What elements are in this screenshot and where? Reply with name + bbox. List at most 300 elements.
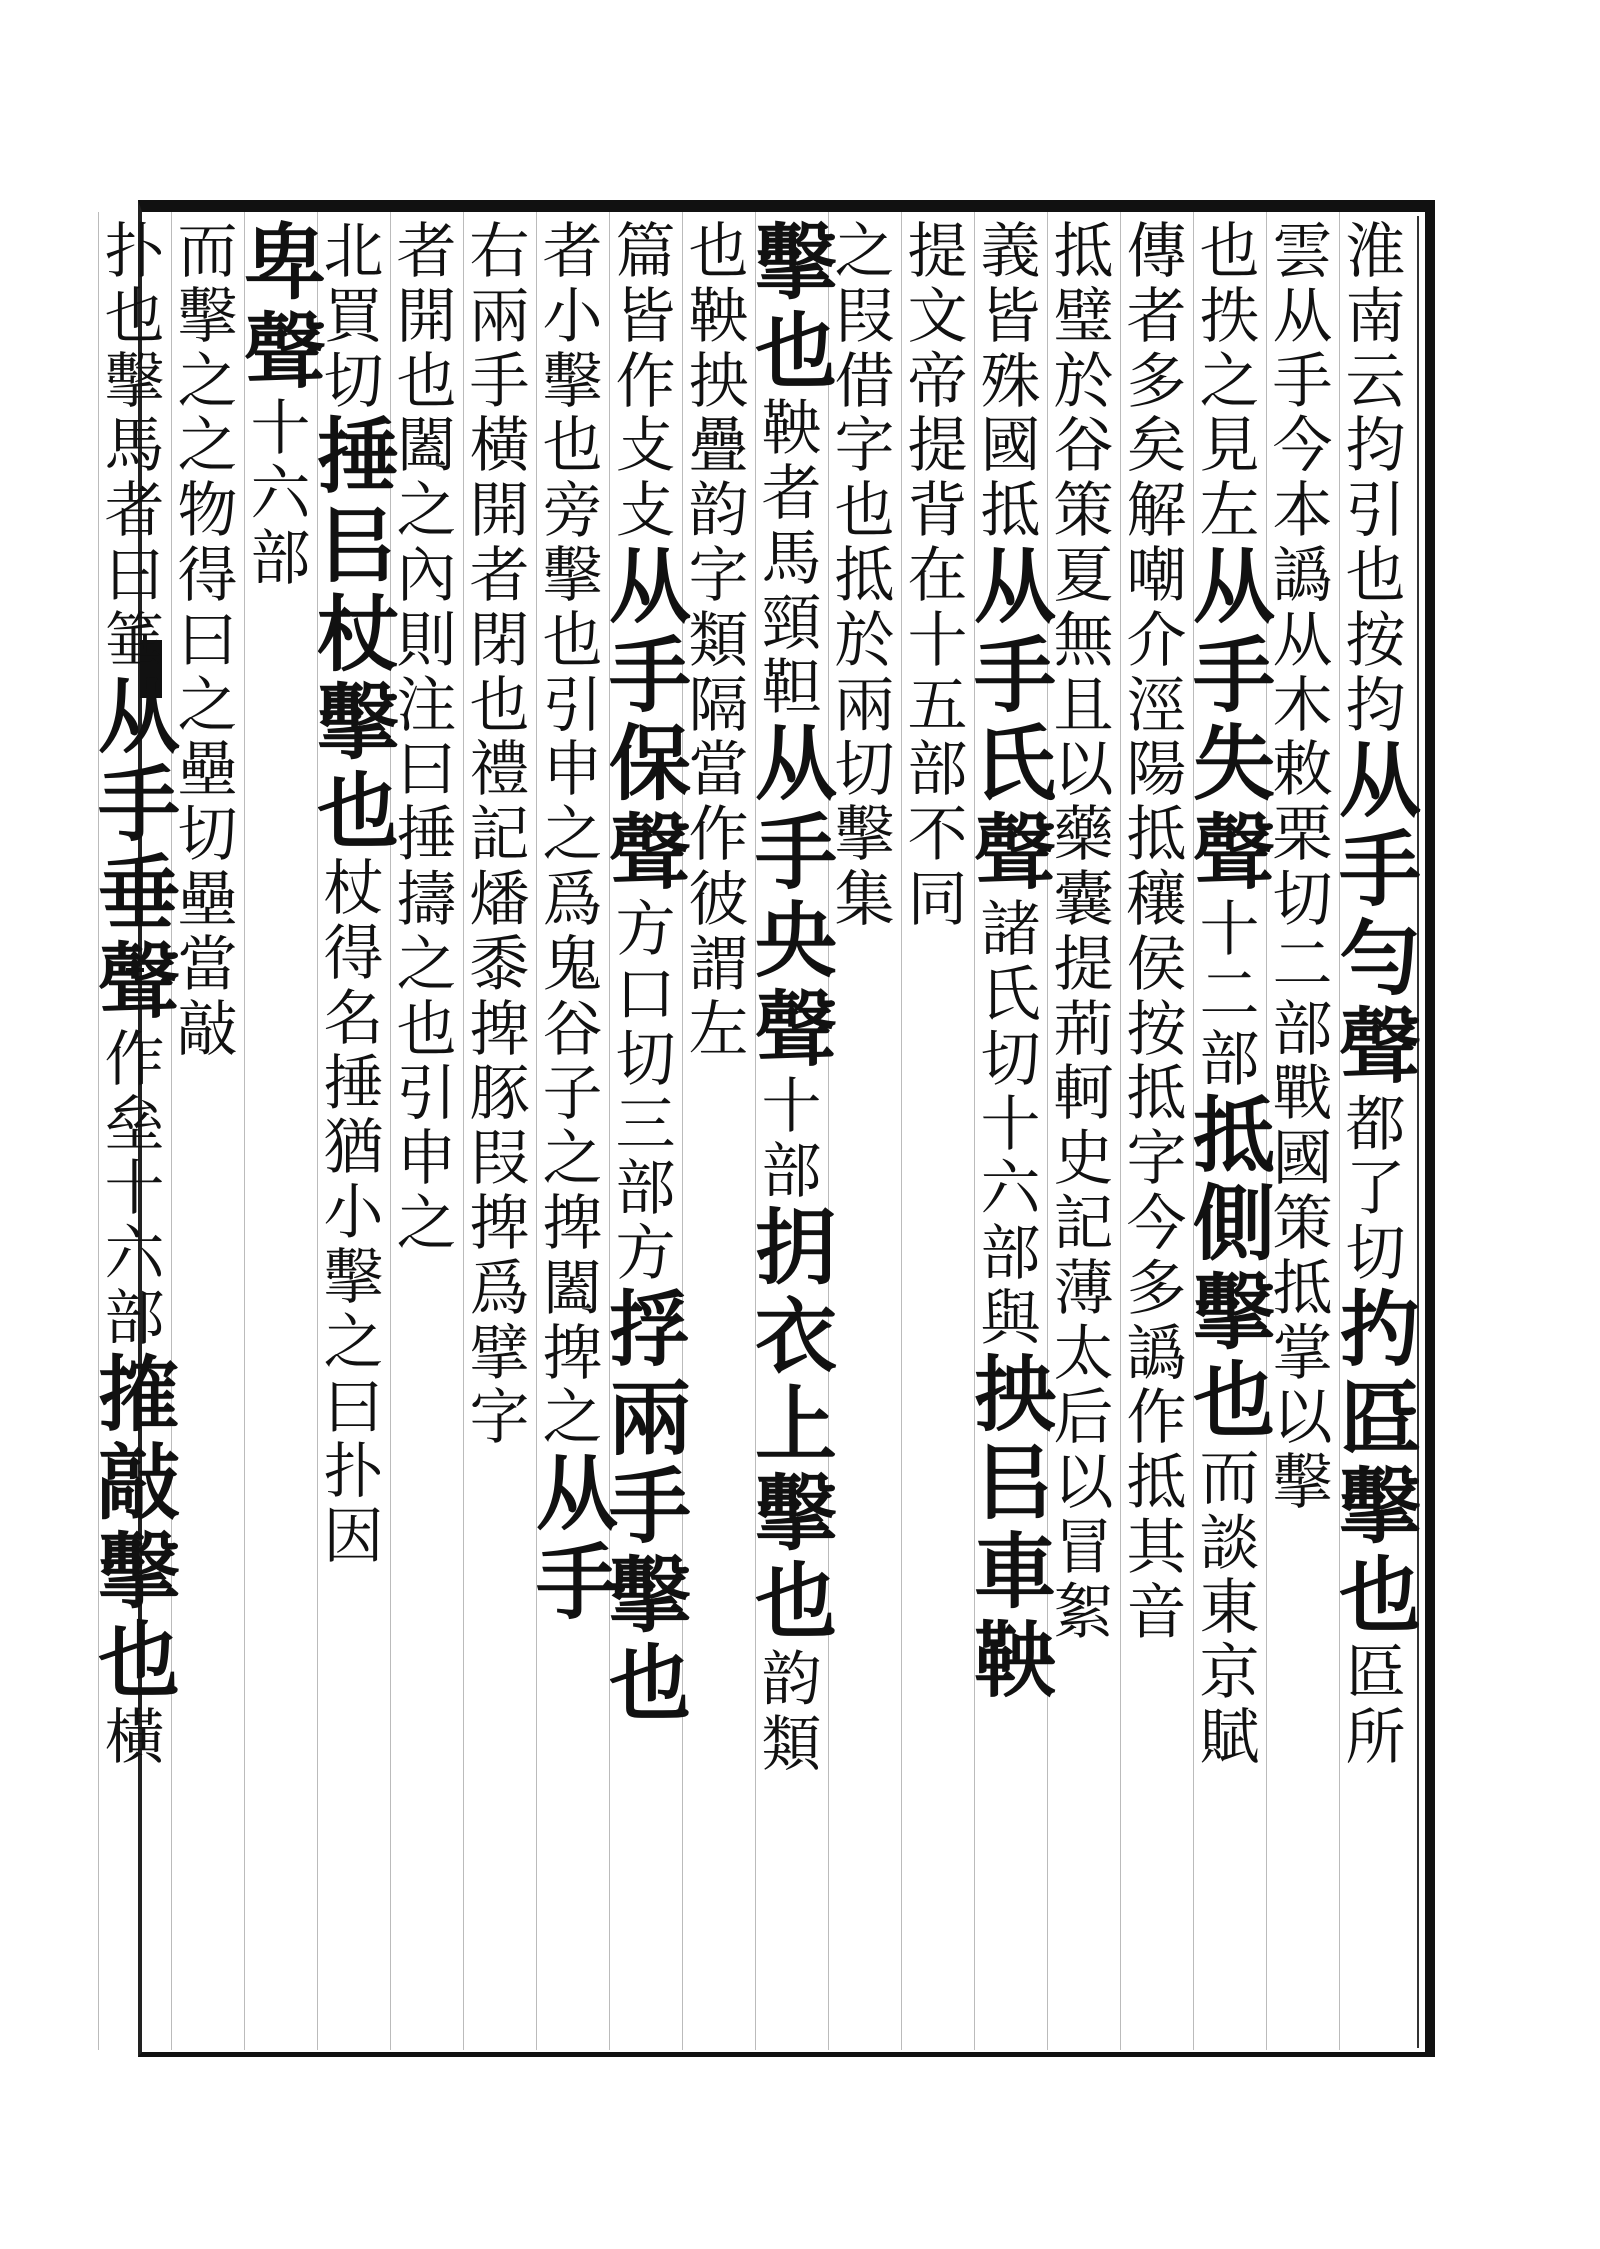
headword-char: 衣 [755, 1288, 838, 1385]
commentary-char: 類 [761, 1709, 822, 1780]
text-column [755, 215, 838, 2040]
commentary-char: 國 [1272, 1124, 1333, 1195]
commentary-char: 矣 [1126, 411, 1187, 482]
commentary-char: 擘 [469, 1318, 530, 1389]
commentary-char: 解 [1126, 476, 1187, 547]
commentary-char: 抣 [1345, 670, 1406, 741]
headword-char: 卑 [244, 215, 327, 311]
commentary-char: 則 [396, 605, 457, 676]
commentary-char: 部 [250, 523, 311, 594]
commentary-char: 彼 [688, 865, 749, 935]
headword-char: 手 [536, 1534, 619, 1631]
commentary-char: 豚 [469, 1059, 530, 1130]
headword-char: 手 [755, 804, 838, 901]
commentary-char: 之 [396, 929, 457, 1000]
headword-char: 抈 [755, 1199, 838, 1296]
headword-char: 車 [974, 1523, 1057, 1620]
commentary-char: 音 [1126, 1577, 1187, 1648]
commentary-char: 切 [1272, 865, 1333, 935]
headword-char: 聲 [755, 981, 838, 1078]
text-column [244, 215, 327, 2040]
commentary-char: 字 [688, 541, 749, 611]
commentary-char: 部 [104, 1284, 165, 1355]
commentary-char: 韵 [761, 1644, 822, 1715]
commentary-char: 嘲 [1126, 541, 1187, 611]
headword-char: 手 [1339, 821, 1422, 918]
commentary-char: 也 [542, 605, 603, 676]
commentary-char: 而 [177, 217, 238, 287]
commentary-char: 曰 [104, 541, 165, 611]
commentary-char: 子 [542, 1059, 603, 1130]
commentary-char: 十 [104, 1154, 165, 1225]
headword-char: 㠯 [317, 497, 400, 594]
text-column [1193, 217, 1276, 2040]
commentary-char: 囊 [1053, 865, 1114, 935]
commentary-char: 抶 [1199, 281, 1260, 352]
commentary-char: 得 [177, 541, 238, 611]
commentary-char: 左 [1199, 476, 1260, 547]
headword-char: 从 [98, 668, 181, 765]
headword-char: 擊 [755, 215, 838, 311]
commentary-char: 賦 [1199, 1703, 1260, 1774]
commentary-char: 捭 [542, 1189, 603, 1259]
commentary-char: 集 [834, 865, 895, 935]
headword-char: 聲 [974, 804, 1057, 901]
headword-char: 失 [1193, 716, 1276, 813]
text-column [1339, 217, 1422, 2040]
headword-char: 擊 [755, 1465, 838, 1562]
commentary-char: 从 [1272, 281, 1333, 352]
commentary-char: 部 [1272, 994, 1333, 1065]
headword-char: 兩 [609, 1370, 692, 1467]
commentary-char: 疊 [688, 411, 749, 482]
commentary-char: 引 [1345, 476, 1406, 547]
commentary-char: 與 [980, 1284, 1041, 1355]
commentary-char: 抵 [1053, 217, 1114, 287]
commentary-char: 也 [469, 670, 530, 741]
commentary-char: 壘 [177, 735, 238, 806]
commentary-char: 璧 [1053, 281, 1114, 352]
commentary-char: 六 [250, 458, 311, 529]
commentary-char: 太 [1053, 1318, 1114, 1389]
commentary-char: 黍 [469, 929, 530, 1000]
commentary-char: 三 [615, 1089, 676, 1160]
column-rule [1047, 212, 1048, 2050]
headword-char: 上 [755, 1377, 838, 1474]
commentary-char: 背 [907, 476, 968, 547]
column-rule [1339, 212, 1340, 2050]
commentary-char: 之 [396, 1189, 457, 1259]
headword-char: 垂 [98, 845, 181, 942]
commentary-char: 抣 [1345, 411, 1406, 482]
commentary-char: 谷 [1053, 411, 1114, 482]
commentary-char: 猶 [323, 1113, 384, 1184]
commentary-char: 切 [615, 1024, 676, 1095]
commentary-char: 小 [323, 1178, 384, 1249]
commentary-char: 抰 [688, 346, 749, 417]
commentary-char: 壘 [177, 865, 238, 935]
commentary-char: 也 [1199, 217, 1260, 287]
headword-char: 也 [755, 1554, 838, 1651]
commentary-char: 闔 [542, 1253, 603, 1324]
commentary-char: 也 [1345, 541, 1406, 611]
commentary-char: 手 [469, 346, 530, 417]
commentary-char: 擊 [542, 346, 603, 417]
commentary-char: 內 [396, 541, 457, 611]
column-rule [317, 212, 318, 2050]
headword-char: 聲 [609, 804, 692, 901]
commentary-char: 氏 [980, 960, 1041, 1031]
commentary-char: 今 [1126, 1189, 1187, 1259]
commentary-char: 口 [615, 960, 676, 1031]
commentary-char: 六 [980, 1154, 1041, 1225]
commentary-char: 買 [323, 281, 384, 352]
text-column [1047, 217, 1120, 2040]
headword-char: 从 [536, 1446, 619, 1543]
commentary-char: 之 [177, 411, 238, 482]
commentary-char: 敕 [1272, 735, 1333, 806]
commentary-char: 談 [1199, 1508, 1260, 1579]
commentary-char: 闔 [396, 411, 457, 482]
commentary-char: 冒 [1053, 1513, 1114, 1583]
commentary-char: 提 [907, 411, 968, 482]
commentary-char: 木 [1272, 670, 1333, 741]
headword-char: 从 [609, 539, 692, 635]
headword-char: 擊 [609, 1547, 692, 1644]
commentary-char: 策 [1053, 476, 1114, 547]
commentary-char: 之 [396, 476, 457, 547]
commentary-char: 六 [104, 1219, 165, 1290]
commentary-char: 按 [1345, 605, 1406, 676]
commentary-char: 本 [1272, 476, 1333, 547]
commentary-char: 擊 [834, 800, 895, 871]
text-column [609, 217, 692, 2040]
commentary-char: 戰 [1272, 1059, 1333, 1130]
commentary-char: 方 [615, 895, 676, 966]
headword-char: 也 [98, 1612, 181, 1709]
commentary-char: 也 [104, 281, 165, 352]
commentary-char: 十 [980, 1089, 1041, 1160]
commentary-char: 扑 [323, 1437, 384, 1508]
headword-char: 也 [1339, 1547, 1422, 1644]
commentary-char: 都 [1345, 1089, 1406, 1160]
column-rule [974, 212, 975, 2050]
text-column [974, 217, 1057, 2040]
commentary-char: 扑 [104, 217, 165, 287]
commentary-char: 引 [396, 1059, 457, 1130]
commentary-char: 策 [1272, 1189, 1333, 1259]
headword-char: 抰 [974, 1346, 1057, 1443]
text-column [463, 217, 536, 2040]
headword-char: 从 [1339, 733, 1422, 830]
column-rule [901, 212, 902, 2050]
column-rule [536, 212, 537, 2050]
commentary-char: 十 [761, 1072, 822, 1143]
commentary-char: 得 [323, 919, 384, 989]
commentary-char: 篇 [615, 217, 676, 287]
commentary-char: 譌 [1126, 1318, 1187, 1389]
commentary-char: 旁 [542, 476, 603, 547]
headword-char: 从 [1193, 539, 1276, 635]
commentary-char: 之 [177, 670, 238, 741]
commentary-char: 傳 [1126, 217, 1187, 287]
commentary-char: 切 [1345, 1219, 1406, 1290]
commentary-char: 申 [396, 1124, 457, 1195]
commentary-char: 借 [834, 346, 895, 417]
commentary-char: 作 [104, 1024, 165, 1095]
commentary-char: 抵 [1126, 800, 1187, 871]
commentary-char: 之 [834, 217, 895, 287]
commentary-char: 兩 [469, 281, 530, 352]
commentary-char: 鞅 [688, 281, 749, 352]
commentary-char: 擊 [104, 346, 165, 417]
commentary-char: 切 [177, 800, 238, 871]
commentary-char: 作 [615, 346, 676, 417]
commentary-char: 以 [1053, 735, 1114, 806]
headword-char: 勻 [1339, 910, 1422, 1007]
commentary-char: 了 [1345, 1154, 1406, 1225]
commentary-char: 帝 [907, 346, 968, 417]
commentary-char: 字 [1126, 1124, 1187, 1195]
commentary-char: 方 [615, 1219, 676, 1290]
commentary-char: 京 [1199, 1638, 1260, 1709]
headword-char: 氏 [974, 716, 1057, 813]
commentary-char: 抵 [1272, 1253, 1333, 1324]
commentary-char: 切 [323, 346, 384, 417]
commentary-char: 注 [396, 670, 457, 741]
column-rule [98, 212, 99, 2050]
headword-char: 敲 [98, 1435, 181, 1532]
commentary-char: 提 [1053, 929, 1114, 1000]
commentary-char: 部 [907, 735, 968, 806]
headword-char: 聲 [1339, 999, 1422, 1096]
commentary-char: 擊 [542, 541, 603, 611]
headword-char: 抵 [1193, 1087, 1276, 1184]
commentary-char: 掌 [1272, 1318, 1333, 1389]
commentary-char: 同 [907, 865, 968, 935]
commentary-char: 部 [1199, 1024, 1260, 1095]
text-column [390, 217, 463, 2040]
commentary-char: 部 [761, 1137, 822, 1208]
headword-char: 央 [755, 893, 838, 990]
commentary-char: 見 [1199, 411, 1260, 482]
column-rule [755, 212, 756, 2050]
text-column [536, 217, 619, 2040]
commentary-char: 爲 [469, 1253, 530, 1324]
headword-char: 也 [609, 1636, 692, 1733]
commentary-char: 鬼 [542, 929, 603, 1000]
commentary-char: 者 [104, 476, 165, 547]
commentary-char: 抵 [834, 541, 895, 611]
commentary-char: 無 [1053, 605, 1114, 676]
text-column [1266, 217, 1339, 2040]
commentary-char: 曰 [177, 605, 238, 676]
commentary-char: 穰 [1126, 865, 1187, 935]
headword-char: 从 [755, 716, 838, 813]
commentary-char: 垒 [104, 1089, 165, 1160]
commentary-char: 擊 [177, 281, 238, 352]
commentary-char: 雲 [1272, 217, 1333, 287]
commentary-char: 十 [250, 394, 311, 465]
commentary-char: 也 [396, 994, 457, 1065]
commentary-char: 攴 [615, 411, 676, 482]
commentary-char: 侯 [1126, 929, 1187, 1000]
commentary-char: 記 [469, 800, 530, 871]
commentary-char: 作 [688, 800, 749, 871]
commentary-char: 東 [1199, 1573, 1260, 1644]
commentary-char: 杖 [323, 854, 384, 925]
commentary-char: 馬 [761, 523, 822, 594]
commentary-char: 字 [469, 1383, 530, 1454]
commentary-char: 義 [980, 217, 1041, 287]
column-rule [171, 212, 172, 2050]
commentary-char: 介 [1126, 605, 1187, 676]
commentary-char: 當 [177, 929, 238, 1000]
commentary-char: 二 [1199, 960, 1260, 1031]
commentary-char: 攴 [615, 476, 676, 547]
commentary-char: 殊 [980, 346, 1041, 417]
headword-char: 側 [1193, 1176, 1276, 1273]
commentary-char: 之 [323, 1307, 384, 1378]
text-column [171, 217, 244, 2040]
column-rule [828, 212, 829, 2050]
commentary-char: 類 [688, 605, 749, 676]
commentary-char: 橫 [104, 1703, 165, 1774]
column-rule [244, 212, 245, 2050]
headword-char: 聲 [244, 303, 327, 400]
commentary-char: 提 [907, 217, 968, 287]
commentary-char: 諸 [980, 895, 1041, 966]
column-rule [463, 212, 464, 2050]
commentary-char: 軻 [1053, 1059, 1114, 1130]
column-rule [1120, 212, 1121, 2050]
commentary-char: 擊 [323, 1243, 384, 1313]
headword-char: 手 [609, 627, 692, 724]
text-column [1120, 217, 1193, 2040]
commentary-char: 之 [542, 1124, 603, 1195]
headword-char: 手 [98, 757, 181, 854]
headword-char: 也 [317, 763, 400, 860]
commentary-char: 以 [1053, 1448, 1114, 1519]
commentary-char: 敲 [177, 994, 238, 1065]
column-rule [682, 212, 683, 2050]
commentary-char: 切 [834, 735, 895, 806]
commentary-char: 韵 [688, 476, 749, 547]
headword-char: 杖 [317, 586, 400, 683]
commentary-char: 多 [1126, 346, 1187, 417]
headword-char: 扚 [1339, 1282, 1422, 1379]
headword-char: 㠯 [974, 1435, 1057, 1532]
commentary-char: 絮 [1053, 1577, 1114, 1648]
commentary-char: 捶 [396, 800, 457, 871]
commentary-char: 當 [688, 735, 749, 806]
headword-char: 手 [974, 627, 1057, 724]
commentary-char: 因 [323, 1502, 384, 1573]
text-column [98, 217, 181, 2040]
commentary-char: 以 [1272, 1383, 1333, 1454]
commentary-char: 者 [761, 458, 822, 529]
commentary-char: 涇 [1126, 670, 1187, 741]
headword-char: 擊 [1193, 1264, 1276, 1361]
commentary-char: 之 [177, 346, 238, 417]
commentary-char: 物 [177, 476, 238, 547]
commentary-char: 開 [396, 281, 457, 352]
commentary-char: 薄 [1053, 1253, 1114, 1324]
commentary-char: 叚 [834, 281, 895, 352]
headword-char: 㔯 [1339, 1370, 1422, 1467]
commentary-char: 申 [542, 735, 603, 806]
commentary-char: 之 [542, 1383, 603, 1454]
commentary-char: 馬 [104, 411, 165, 482]
commentary-char: 藥 [1053, 800, 1114, 871]
commentary-char: 者 [469, 541, 530, 611]
commentary-char: 抵 [1126, 1059, 1187, 1130]
commentary-char: 荊 [1053, 994, 1114, 1065]
commentary-char: 北 [323, 217, 384, 287]
commentary-char: 切 [980, 1024, 1041, 1095]
commentary-char: 也 [688, 217, 749, 287]
commentary-char: 多 [1126, 1253, 1187, 1324]
commentary-char: 皆 [615, 281, 676, 352]
commentary-char: 兩 [834, 670, 895, 741]
commentary-char: 从 [1272, 605, 1333, 676]
commentary-char: 后 [1053, 1383, 1114, 1454]
commentary-char: 者 [396, 217, 457, 287]
text-column [682, 217, 755, 2040]
headword-char: 聲 [1193, 804, 1276, 901]
headword-char: 搉 [98, 1346, 181, 1443]
commentary-char: 禮 [469, 735, 530, 806]
commentary-char: 捶 [323, 1048, 384, 1119]
commentary-char: 部 [615, 1154, 676, 1225]
commentary-char: 今 [1272, 411, 1333, 482]
headword-char: 捶 [317, 409, 400, 506]
commentary-char: 右 [469, 217, 530, 287]
headword-char: 擊 [317, 675, 400, 772]
commentary-char: 曰 [396, 735, 457, 806]
commentary-char: 譌 [1272, 541, 1333, 611]
headword-char: 手 [609, 1459, 692, 1556]
commentary-char: 曰 [323, 1372, 384, 1443]
commentary-char: 於 [834, 605, 895, 676]
text-column [317, 217, 400, 2040]
commentary-char: 史 [1053, 1124, 1114, 1195]
commentary-char: 五 [907, 670, 968, 741]
commentary-char: 字 [834, 411, 895, 482]
commentary-char: 橫 [469, 411, 530, 482]
commentary-char: 按 [1126, 994, 1187, 1065]
commentary-char: 者 [1126, 281, 1187, 352]
commentary-char: 二 [1272, 929, 1333, 1000]
headword-char: 擊 [98, 1523, 181, 1620]
headword-char: 手 [1193, 627, 1276, 724]
commentary-char: 閉 [469, 605, 530, 676]
column-rule [609, 212, 610, 2050]
commentary-char: 也 [542, 411, 603, 482]
commentary-char: 小 [542, 281, 603, 352]
commentary-char: 靼 [761, 653, 822, 724]
text-column [901, 217, 974, 2040]
commentary-char: 夏 [1053, 541, 1114, 611]
commentary-char: 抵 [1126, 1448, 1187, 1519]
commentary-char: 捭 [469, 1189, 530, 1259]
commentary-char: 抵 [980, 476, 1041, 547]
commentary-char: 開 [469, 476, 530, 547]
commentary-char: 陽 [1126, 735, 1187, 806]
commentary-char: 皆 [980, 281, 1041, 352]
commentary-char: 在 [907, 541, 968, 611]
commentary-char: 捭 [542, 1318, 603, 1389]
